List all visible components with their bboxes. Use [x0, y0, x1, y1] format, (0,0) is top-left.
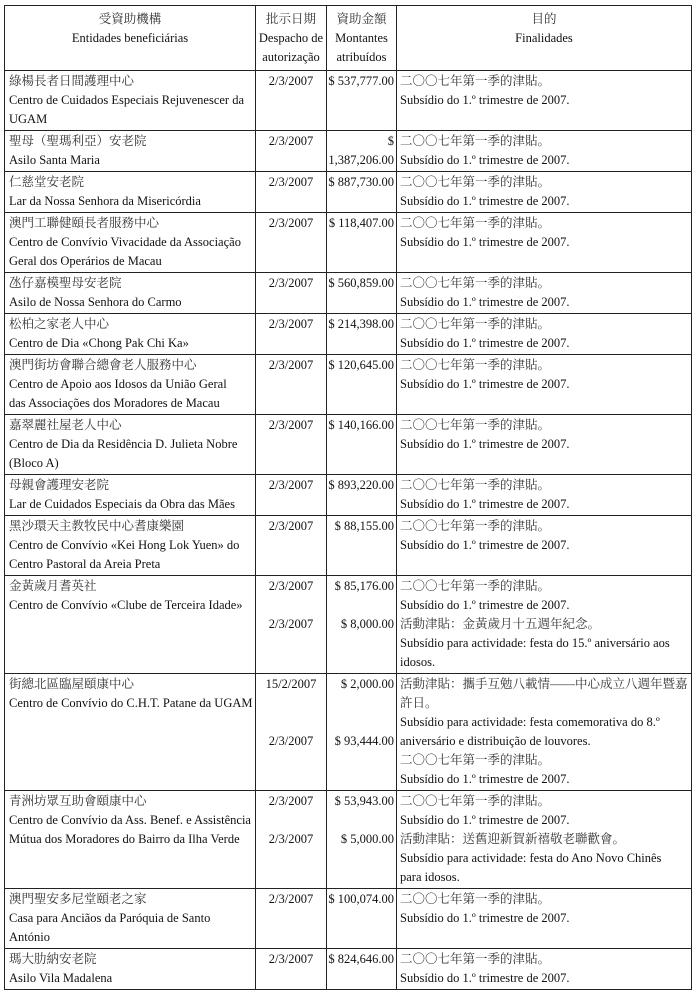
date-value: 2/3/2007 — [268, 175, 314, 189]
header-row — [5, 6, 692, 71]
purpose-pt: Subsídio do 1.º trimestre de 2007. — [400, 295, 570, 309]
purpose-zh: 二〇〇七年第一季的津貼。 — [400, 175, 551, 189]
purpose-pt: Subsídio do 1.º trimestre de 2007. — [400, 194, 570, 208]
purpose-cell — [397, 949, 692, 990]
header-entity — [5, 6, 256, 71]
amount-value: $ 214,398.00 — [328, 317, 394, 331]
amount-cell — [327, 355, 397, 415]
date-cell — [256, 791, 327, 889]
purpose-zh: 二〇〇七年第一季的津貼。 — [400, 358, 551, 372]
header-amount-pt2: atribuídos — [336, 50, 387, 64]
date-value: 15/2/2007 — [265, 677, 317, 691]
entity-cell — [5, 415, 256, 475]
entity-name-pt: Centro de Convívio «Clube de Terceira Idade» — [9, 598, 243, 612]
date-value: 2/3/2007 — [268, 617, 314, 631]
header-amount-pt1: Montantes — [335, 31, 388, 45]
header-amount-zh: 資助金額 — [336, 12, 387, 26]
entity-name-zh: 瑪大肋納安老院 — [9, 952, 97, 966]
amount-value: $ 53,943.00 — [334, 794, 394, 808]
purpose-zh: 活動津貼：金黃歲月十五週年紀念。 — [400, 617, 601, 631]
amount-cell — [327, 791, 397, 889]
purpose-pt: Subsídio do 1.º trimestre de 2007. — [400, 437, 570, 451]
date-cell — [256, 213, 327, 273]
table-row — [5, 791, 692, 889]
purpose-cell — [397, 273, 692, 314]
purpose-cell — [397, 516, 692, 576]
entity-name-pt: Asilo de Nossa Senhora do Carmo — [9, 295, 182, 309]
amount-value: $ 85,176.00 — [334, 579, 394, 593]
date-cell — [256, 674, 327, 791]
amount-value: $ 88,155.00 — [334, 519, 394, 533]
date-value: 2/3/2007 — [268, 418, 314, 432]
entity-name-pt: Centro de Convívio Vivacidade da Associação — [9, 235, 241, 249]
amount-cell — [327, 674, 397, 791]
header-purpose — [397, 6, 692, 71]
date-cell — [256, 516, 327, 576]
amount-value: $ 118,407.00 — [328, 216, 394, 230]
amount-value: $ 1,387,206.00 — [328, 134, 394, 167]
table-row — [5, 355, 692, 415]
entity-cell — [5, 576, 256, 674]
purpose-zh: 二〇〇七年第一季的津貼。 — [400, 519, 551, 533]
entity-name-pt: Centro de Convívio «Kei Hong Lok Yuen» do — [9, 538, 240, 552]
entity-name-pt: (Bloco A) — [9, 456, 59, 470]
date-cell — [256, 889, 327, 949]
header-entity-zh: 受資助機構 — [98, 12, 162, 26]
date-value: 2/3/2007 — [268, 952, 314, 966]
entity-cell — [5, 791, 256, 889]
amount-cell — [327, 415, 397, 475]
purpose-pt: Subsídio do 1.º trimestre de 2007. — [400, 813, 570, 827]
table-row — [5, 273, 692, 314]
date-cell — [256, 475, 327, 516]
entity-name-pt: Centro de Convívio da Ass. Benef. e Assistência — [9, 813, 251, 827]
purpose-zh: 二〇〇七年第一季的津貼。 — [400, 892, 551, 906]
amount-cell — [327, 314, 397, 355]
purpose-pt: aniversário e distribuição de louvores. — [400, 734, 591, 748]
amount-cell — [327, 172, 397, 213]
rows-multi — [5, 576, 692, 889]
table-row — [5, 131, 692, 172]
purpose-pt: Subsídio do 1.º trimestre de 2007. — [400, 497, 570, 511]
purpose-zh: 二〇〇七年第一季的津貼。 — [400, 216, 551, 230]
purpose-pt: Subsídio do 1.º trimestre de 2007. — [400, 971, 570, 985]
entity-cell — [5, 949, 256, 990]
purpose-zh: 二〇〇七年第一季的津貼。 — [400, 276, 551, 290]
date-value: 2/3/2007 — [268, 74, 314, 88]
amount-cell — [327, 889, 397, 949]
purpose-zh: 二〇〇七年第一季的津貼。 — [400, 952, 551, 966]
date-cell — [256, 131, 327, 172]
purpose-pt: Subsídio do 1.º trimestre de 2007. — [400, 153, 570, 167]
date-value: 2/3/2007 — [268, 134, 314, 148]
entity-name-zh: 澳門工聯健頤長者服務中心 — [9, 216, 160, 230]
purpose-zh: 二〇〇七年第一季的津貼。 — [400, 317, 551, 331]
purpose-pt: Subsídio do 1.º trimestre de 2007. — [400, 377, 570, 391]
purpose-zh: 二〇〇七年第一季的津貼。 — [400, 134, 551, 148]
purpose-pt: Subsídio do 1.º trimestre de 2007. — [400, 911, 570, 925]
amount-cell — [327, 131, 397, 172]
amount-value: $ 893,220.00 — [328, 478, 394, 492]
amount-value: $ 2,000.00 — [340, 677, 394, 691]
amount-value: $ 8,000.00 — [340, 617, 394, 631]
entity-cell — [5, 674, 256, 791]
table-row — [5, 889, 692, 949]
entity-name-pt: Centro de Convívio do C.H.T. Patane da UGAM — [9, 696, 253, 710]
entity-name-zh: 黑沙環天主教牧民中心耆康樂園 — [9, 519, 185, 533]
purpose-cell — [397, 475, 692, 516]
entity-name-zh: 聖母（聖瑪利亞）安老院 — [9, 134, 147, 148]
entity-cell — [5, 172, 256, 213]
date-value: 2/3/2007 — [268, 216, 314, 230]
table-row — [5, 213, 692, 273]
amount-value: $ 824,646.00 — [328, 952, 394, 966]
entity-cell — [5, 314, 256, 355]
table-row — [5, 674, 692, 791]
purpose-cell — [397, 355, 692, 415]
table-row — [5, 516, 692, 576]
entity-name-zh: 嘉翠麗社屋老人中心 — [9, 418, 122, 432]
entity-cell — [5, 516, 256, 576]
header-date-pt2: autorização — [262, 50, 320, 64]
amount-value: $ 100,074.00 — [328, 892, 394, 906]
amount-value: $ 560,859.00 — [328, 276, 394, 290]
entity-name-pt: Mútua dos Moradores do Bairro da Ilha Verde — [9, 832, 240, 846]
entity-name-zh: 金黃歲月耆英社 — [9, 579, 97, 593]
entity-cell — [5, 131, 256, 172]
amount-value: $ 887,730.00 — [328, 175, 394, 189]
purpose-cell — [397, 131, 692, 172]
entity-name-zh: 青洲坊眾互助會頤康中心 — [9, 794, 147, 808]
purpose-pt: Subsídio do 1.º trimestre de 2007. — [400, 772, 570, 786]
purpose-cell — [397, 213, 692, 273]
amount-cell — [327, 949, 397, 990]
purpose-pt: Subsídio do 1.º trimestre de 2007. — [400, 336, 570, 350]
entity-name-zh: 松柏之家老人中心 — [9, 317, 110, 331]
date-value: 2/3/2007 — [268, 579, 314, 593]
entity-name-pt: Lar de Cuidados Especiais da Obra das Mães — [9, 497, 235, 511]
amount-cell — [327, 576, 397, 674]
entity-name-pt: Asilo Santa Maria — [9, 153, 100, 167]
entity-name-zh: 母親會護理安老院 — [9, 478, 110, 492]
purpose-cell — [397, 576, 692, 674]
table-row — [5, 71, 692, 131]
entity-name-pt: Casa para Anciãos da Paróquia de Santo António — [9, 911, 211, 944]
date-cell — [256, 314, 327, 355]
purpose-cell — [397, 791, 692, 889]
entity-name-pt: Lar da Nossa Senhora da Misericórdia — [9, 194, 201, 208]
entity-name-pt: Centro de Apoio aos Idosos da União Geral — [9, 377, 227, 391]
date-value: 2/3/2007 — [268, 478, 314, 492]
entity-cell — [5, 273, 256, 314]
table-row — [5, 475, 692, 516]
date-value: 2/3/2007 — [268, 892, 314, 906]
date-value: 2/3/2007 — [268, 358, 314, 372]
purpose-zh: 二〇〇七年第一季的津貼。 — [400, 579, 551, 593]
header-date-pt1: Despacho de — [258, 31, 324, 45]
purpose-zh: 二〇〇七年第一季的津貼。 — [400, 418, 551, 432]
entity-name-zh: 綠楊長者日間護理中心 — [9, 74, 135, 88]
header-date — [256, 6, 327, 71]
amount-cell — [327, 516, 397, 576]
entity-name-pt: Centro de Dia «Chong Pak Chi Ka» — [9, 336, 189, 350]
date-value: 2/3/2007 — [268, 276, 314, 290]
purpose-zh: 活動津貼：送舊迎新賀新禧敬老聯歡會。 — [400, 832, 626, 846]
entity-name-pt: Centro de Cuidados Especiais Rejuvenescer da — [9, 93, 244, 107]
amount-value: $ 140,166.00 — [328, 418, 394, 432]
date-cell — [256, 415, 327, 475]
header-entity-pt: Entidades beneficiárias — [71, 31, 189, 45]
header-date-zh: 批示日期 — [265, 12, 316, 26]
purpose-cell — [397, 889, 692, 949]
table-row — [5, 415, 692, 475]
amount-value: $ 537,777.00 — [328, 74, 394, 88]
purpose-cell — [397, 314, 692, 355]
entity-name-pt: Geral dos Operários de Macau — [9, 254, 162, 268]
purpose-cell — [397, 71, 692, 131]
amount-cell — [327, 71, 397, 131]
entity-name-zh: 澳門街坊會聯合總會老人服務中心 — [9, 358, 197, 372]
purpose-cell — [397, 172, 692, 213]
table-row — [5, 949, 692, 990]
date-value: 2/3/2007 — [268, 832, 314, 846]
date-cell — [256, 576, 327, 674]
rows-main — [5, 71, 692, 576]
purpose-pt: Subsídio para actividade: festa do Ano Novo Chinês — [400, 851, 662, 865]
header-amount — [327, 6, 397, 71]
date-cell — [256, 71, 327, 131]
entity-name-pt: das Associações dos Moradores de Macau — [9, 396, 220, 410]
entity-name-pt: UGAM — [9, 112, 48, 126]
table-row — [5, 576, 692, 674]
amount-value: $ 120,645.00 — [328, 358, 394, 372]
amount-cell — [327, 475, 397, 516]
entity-name-zh: 街總北區臨屋頤康中心 — [9, 677, 135, 691]
entity-name-zh: 氹仔嘉模聖母安老院 — [9, 276, 122, 290]
rows-tail — [5, 889, 692, 990]
entity-name-pt: Centro Pastoral da Areia Preta — [9, 557, 161, 571]
purpose-zh: 二〇〇七年第一季的津貼。 — [400, 753, 551, 767]
date-value: 2/3/2007 — [268, 734, 314, 748]
purpose-cell — [397, 415, 692, 475]
purpose-pt: idosos. — [400, 655, 436, 669]
purpose-pt: Subsídio para actividade: festa comemorativa do 8.º — [400, 715, 660, 729]
header-purpose-zh: 目的 — [531, 12, 557, 26]
date-value: 2/3/2007 — [268, 317, 314, 331]
purpose-pt: Subsídio do 1.º trimestre de 2007. — [400, 235, 570, 249]
header-purpose-pt: Finalidades — [515, 31, 573, 45]
amount-value: $ 5,000.00 — [340, 832, 394, 846]
purpose-pt: Subsídio do 1.º trimestre de 2007. — [400, 538, 570, 552]
grant-table — [4, 5, 692, 990]
purpose-zh: 二〇〇七年第一季的津貼。 — [400, 478, 551, 492]
entity-name-zh: 仁慈堂安老院 — [9, 175, 85, 189]
amount-cell — [327, 213, 397, 273]
date-cell — [256, 949, 327, 990]
purpose-pt: Subsídio do 1.º trimestre de 2007. — [400, 93, 570, 107]
date-value: 2/3/2007 — [268, 794, 314, 808]
purpose-pt: Subsídio do 1.º trimestre de 2007. — [400, 598, 570, 612]
purpose-zh: 活動津貼：攜手互勉八載情——中心成立八週年暨嘉許日。 — [400, 677, 688, 710]
amount-cell — [327, 273, 397, 314]
entity-cell — [5, 213, 256, 273]
entity-cell — [5, 355, 256, 415]
table-row — [5, 172, 692, 213]
amount-value: $ 93,444.00 — [334, 734, 394, 748]
entity-cell — [5, 475, 256, 516]
entity-cell — [5, 71, 256, 131]
table-row — [5, 314, 692, 355]
date-cell — [256, 355, 327, 415]
purpose-zh: 二〇〇七年第一季的津貼。 — [400, 794, 551, 808]
purpose-pt: Subsídio para actividade: festa do 15.º aniversário aos — [400, 636, 670, 650]
entity-name-pt: Asilo Vila Madalena — [9, 971, 113, 985]
purpose-pt: para idosos. — [400, 870, 460, 884]
entity-name-pt: Centro de Dia da Residência D. Julieta Nobre — [9, 437, 238, 451]
purpose-cell — [397, 674, 692, 791]
entity-cell — [5, 889, 256, 949]
date-cell — [256, 172, 327, 213]
entity-name-zh: 澳門聖安多尼堂頤老之家 — [9, 892, 147, 906]
date-value: 2/3/2007 — [268, 519, 314, 533]
purpose-zh: 二〇〇七年第一季的津貼。 — [400, 74, 551, 88]
date-cell — [256, 273, 327, 314]
